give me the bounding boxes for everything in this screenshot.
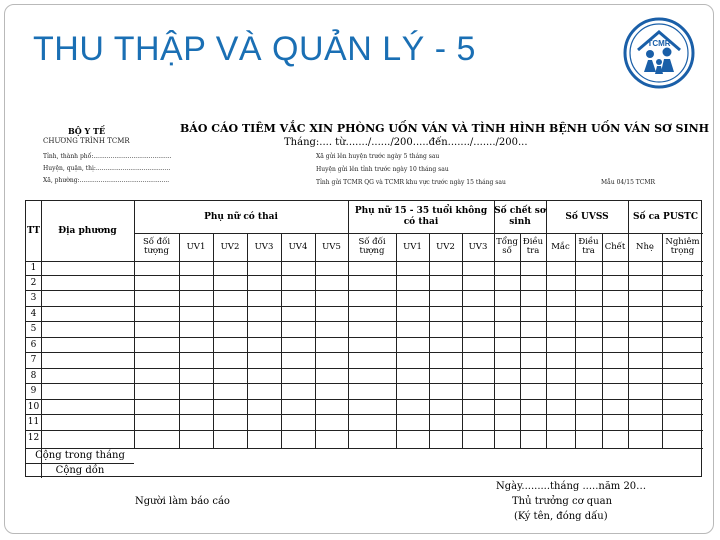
tcmr-logo xyxy=(622,16,696,90)
logo-text: TCMR xyxy=(647,39,671,48)
row-number: 8 xyxy=(30,371,37,381)
head-agency-label: Thủ trưởng cơ quan xyxy=(512,496,613,507)
program-label: CHƯƠNG TRÌNH TCMR xyxy=(43,137,130,145)
subhead-uv2: UV2 xyxy=(220,241,240,252)
subhead-uv3: UV3 xyxy=(254,241,274,252)
subhead-women-uv1: UV1 xyxy=(403,241,422,252)
reporter-label: Người làm báo cáo xyxy=(135,496,230,507)
row-number: 6 xyxy=(30,340,37,350)
col-locality: Địa phương xyxy=(58,225,117,236)
row-number: 1 xyxy=(30,263,37,273)
slide-title: THU THẬP VÀ QUẢN LÝ - 5 xyxy=(33,30,476,68)
province-field: Tỉnh, thành phố:......................................... xyxy=(43,153,172,160)
row-number: 7 xyxy=(30,355,37,365)
note-commune: Xã gửi lên huyện trước ngày 5 tháng sau xyxy=(316,153,440,160)
form-code: Mẫu 04/15 TCMR xyxy=(601,179,656,186)
date-line: Ngày.........tháng .....năm 20… xyxy=(496,481,647,492)
cumulative-label: Cộng dồn xyxy=(55,465,105,476)
row-number: 12 xyxy=(27,433,40,443)
group-neonatal-deaths: Số chết sơ sinh xyxy=(494,206,546,227)
subhead-uvss-deaths: Chết xyxy=(604,241,626,252)
col-tt: TT xyxy=(26,225,41,236)
report-period: Tháng:.... từ......./....../200.....đến......./......./200... xyxy=(284,137,528,148)
row-number: 2 xyxy=(30,278,37,288)
row-number: 9 xyxy=(30,386,37,396)
subhead-women-uv2: UV2 xyxy=(436,241,455,252)
group-uvss: Số UVSS xyxy=(565,211,609,222)
row-number: 5 xyxy=(30,324,37,334)
subhead-pustc-mild: Nhẹ xyxy=(636,241,654,252)
sign-note: (Ký tên, đóng dấu) xyxy=(514,511,608,522)
ministry-label: BỘ Y TẾ xyxy=(68,126,106,136)
subhead-pustc-severe: Nghiêm trọng xyxy=(665,237,700,256)
form-title: BÁO CÁO TIÊM VẮC XIN PHÒNG UỐN VÁN VÀ TÌNH HÌNH BỆNH UỐN VÁN SƠ SINH xyxy=(180,122,710,135)
subhead-deaths-total: Tổng số xyxy=(496,237,518,256)
note-province: Tỉnh gửi TCMR QG và TCMR khu vực trước ngày 15 tháng sau xyxy=(316,179,506,186)
district-field: Huyện, quận, thị:....................................... xyxy=(43,165,171,172)
row-number: 4 xyxy=(30,309,37,319)
subhead-uvss-investigated: Điều tra xyxy=(578,237,599,256)
note-district: Huyện gửi lên tỉnh trước ngày 10 tháng sau xyxy=(316,166,449,173)
subhead-pregnant-subjects: Số đối tượng xyxy=(142,237,171,256)
subhead-uvss-cases: Mắc xyxy=(551,241,570,252)
group-pustc: Số ca PUSTC xyxy=(632,211,699,222)
total-month-label: Cộng trong tháng xyxy=(35,450,125,461)
group-pregnant: Phụ nữ có thai xyxy=(204,211,278,222)
report-table xyxy=(25,200,702,477)
subhead-deaths-investigated: Điều tra xyxy=(522,237,544,256)
subhead-uv5: UV5 xyxy=(322,241,341,252)
subhead-women-uv3: UV3 xyxy=(468,241,488,252)
group-women-15-35: Phụ nữ 15 - 35 tuổi không có thai xyxy=(354,206,488,227)
commune-field: Xã, phường:............................................... xyxy=(43,177,170,184)
row-number: 3 xyxy=(30,293,37,303)
row-number: 10 xyxy=(27,402,40,412)
subhead-uv4: UV4 xyxy=(288,241,308,252)
subhead-women-subjects: Số đối tượng xyxy=(358,237,386,256)
subhead-uv1: UV1 xyxy=(186,241,206,252)
row-number: 11 xyxy=(27,417,40,427)
